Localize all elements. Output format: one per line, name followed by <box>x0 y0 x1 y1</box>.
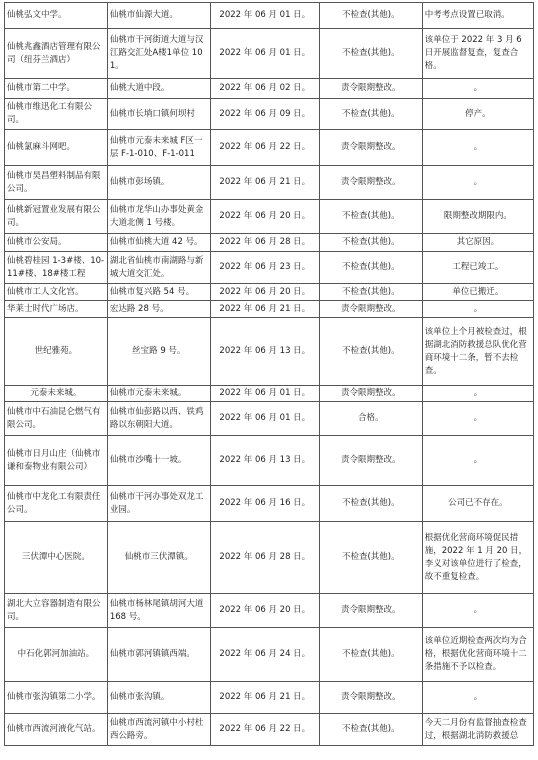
unit-cell: 仙桃市张沟镇第二小学。 <box>5 682 108 714</box>
inspection-table <box>4 2 534 746</box>
note-cell: 。 <box>422 386 533 402</box>
result-cell: 责令限期整改。 <box>319 130 422 166</box>
address-cell: 仙桃市三伏潭镇。 <box>107 522 210 594</box>
result-cell: 不检查(其他)。 <box>319 99 422 130</box>
table-row <box>5 200 534 234</box>
result-cell: 责令限期整改。 <box>319 594 422 628</box>
unit-cell: 仙桃市公安局。 <box>5 234 108 252</box>
result-cell: 不检查(其他)。 <box>319 29 422 79</box>
result-cell: 责令限期整改。 <box>319 386 422 402</box>
unit-cell: 三伏潭中心医院。 <box>5 522 108 594</box>
result-cell: 不检查(其他)。 <box>319 252 422 284</box>
address-cell: 仙桃市干河办事处双龙工业园。 <box>107 486 210 522</box>
note-cell: 停产。 <box>422 99 533 130</box>
unit-cell: 元泰未来城。 <box>5 386 108 402</box>
date-cell: 2022 年 06 月 20 日。 <box>210 200 319 234</box>
result-cell: 责令限期整改。 <box>319 166 422 200</box>
unit-cell: 湖北大立容器制造有限公司。 <box>5 594 108 628</box>
unit-cell: 仙桃市中龙化工有限责任公司。 <box>5 486 108 522</box>
note-cell: 中考考点设置已取消。 <box>422 3 533 29</box>
unit-cell: 仙桃氯麻斗网吧。 <box>5 130 108 166</box>
address-cell: 仙桃市长埫口镇何坝村 <box>107 99 210 130</box>
table-row <box>5 436 534 486</box>
date-cell: 2022 年 06 月 20 日。 <box>210 594 319 628</box>
result-cell: 不检查(其他)。 <box>319 200 422 234</box>
note-cell: 该单位近期检查两次均为合格，根据优化营商环境十二条措施不予以检查。 <box>422 628 533 682</box>
result-cell: 合格。 <box>319 402 422 436</box>
address-cell: 仙桃市张沟镇。 <box>107 682 210 714</box>
note-cell: 。 <box>422 130 533 166</box>
result-cell: 不检查(其他)。 <box>319 628 422 682</box>
unit-cell: 仙桃弘文中学。 <box>5 3 108 29</box>
table-row <box>5 714 534 746</box>
note-cell: 。 <box>422 301 533 318</box>
date-cell: 2022 年 06 月 13 日。 <box>210 318 319 386</box>
note-cell: 该单位于 2022 年 3 月 6 日开展监督复查，复查合格。 <box>422 29 533 79</box>
unit-cell: 世纪雅苑。 <box>5 318 108 386</box>
note-cell: 其它原因。 <box>422 234 533 252</box>
address-cell: 仙桃市沙嘴十一坡。 <box>107 436 210 486</box>
date-cell: 2022 年 06 月 01 日。 <box>210 3 319 29</box>
unit-cell: 仙桃兆鑫酒店管理有限公司（纽芬兰酒店） <box>5 29 108 79</box>
date-cell: 2022 年 06 月 22 日。 <box>210 714 319 746</box>
result-cell: 责令限期整改。 <box>319 301 422 318</box>
result-cell: 责令限期整改。 <box>319 682 422 714</box>
date-cell: 2022 年 06 月 01 日。 <box>210 29 319 79</box>
note-cell: 根据优化营商环境促民措施，2022 年 1 月 20 日，李义对该单位进行了检查，故不重复检查。 <box>422 522 533 594</box>
table-row <box>5 628 534 682</box>
note-cell: 工程已竣工。 <box>422 252 533 284</box>
result-cell: 不检查(其他)。 <box>319 714 422 746</box>
unit-cell: 仙桃市工人文化宫。 <box>5 284 108 301</box>
date-cell: 2022 年 06 月 22 日。 <box>210 130 319 166</box>
table-row <box>5 386 534 402</box>
address-cell: 湖北省仙桃市南湖路与新城大道交汇处。 <box>107 252 210 284</box>
table-row <box>5 318 534 386</box>
unit-cell: 仙桃市第二中学。 <box>5 79 108 99</box>
result-cell: 不检查(其他)。 <box>319 234 422 252</box>
address-cell: 丝宝路 9 号。 <box>107 318 210 386</box>
date-cell: 2022 年 06 月 20 日。 <box>210 284 319 301</box>
note-cell: 。 <box>422 436 533 486</box>
table-row <box>5 252 534 284</box>
date-cell: 2022 年 06 月 16 日。 <box>210 486 319 522</box>
table-row <box>5 402 534 436</box>
table-row <box>5 29 534 79</box>
table-row <box>5 3 534 29</box>
unit-cell: 仙桃新冠置业发展有限公司。 <box>5 200 108 234</box>
date-cell: 2022 年 06 月 24 日。 <box>210 628 319 682</box>
note-cell: 限期整改期限内。 <box>422 200 533 234</box>
date-cell: 2022 年 06 月 21 日。 <box>210 301 319 318</box>
unit-cell: 仙桃市日月山庄（仙桃市谦和泰物业有限公司） <box>5 436 108 486</box>
address-cell: 仙桃大道中段。 <box>107 79 210 99</box>
result-cell: 不检查(其他)。 <box>319 318 422 386</box>
address-cell: 仙桃市仙桃大道 42 号。 <box>107 234 210 252</box>
unit-cell: 仙桃市西流河液化气站。 <box>5 714 108 746</box>
result-cell: 不检查(其他)。 <box>319 486 422 522</box>
date-cell: 2022 年 06 月 09 日。 <box>210 99 319 130</box>
result-cell: 责令限期整改。 <box>319 436 422 486</box>
note-cell: 。 <box>422 166 533 200</box>
address-cell: 仙桃市仙源大道。 <box>107 3 210 29</box>
unit-cell: 仙桃市维迅化工有限公司。 <box>5 99 108 130</box>
note-cell: 。 <box>422 402 533 436</box>
address-cell: 仙桃市彭场镇。 <box>107 166 210 200</box>
table-row <box>5 486 534 522</box>
address-cell: 宏达路 28 号。 <box>107 301 210 318</box>
address-cell: 仙桃市仙彭路以西、铁鸡路以东朝阳大道。 <box>107 402 210 436</box>
note-cell: 该单位上个月被检查过，根据湖北消防救援总队优化营商环境十二条，暂不去检查。 <box>422 318 533 386</box>
address-cell: 仙桃市复兴路 54 号。 <box>107 284 210 301</box>
unit-cell: 仙桃市昊昌塑料制品有限公司。 <box>5 166 108 200</box>
table-row <box>5 99 534 130</box>
address-cell: 仙桃市干河街道大道与汉江路交汇处A楼1单位 101。 <box>107 29 210 79</box>
result-cell: 不检查(其他)。 <box>319 3 422 29</box>
note-cell: 今天二月份有监督抽查检查过，根据湖北消防救援总 <box>422 714 533 746</box>
note-cell: 公司已不存在。 <box>422 486 533 522</box>
unit-cell: 华莱士时代广场店。 <box>5 301 108 318</box>
note-cell: 单位已搬迁。 <box>422 284 533 301</box>
unit-cell: 仙桃市中石油昆仑燃气有限公司。 <box>5 402 108 436</box>
address-cell: 仙桃市郭河镇镇西端。 <box>107 628 210 682</box>
date-cell: 2022 年 06 月 23 日。 <box>210 252 319 284</box>
table-row <box>5 522 534 594</box>
address-cell: 仙桃市西流河镇中小村杜西公路旁。 <box>107 714 210 746</box>
address-cell: 仙桃市元泰未来城 F区一层 F-1-010、F-1-011 <box>107 130 210 166</box>
unit-cell: 中石化郭河加油站。 <box>5 628 108 682</box>
table-row <box>5 682 534 714</box>
table-row <box>5 130 534 166</box>
address-cell: 仙桃市龙华山办事处黄金大道北侧 1 号楼。 <box>107 200 210 234</box>
note-cell: 。 <box>422 594 533 628</box>
table-row <box>5 284 534 301</box>
table-row <box>5 234 534 252</box>
date-cell: 2022 年 06 月 01 日。 <box>210 386 319 402</box>
table-row <box>5 166 534 200</box>
date-cell: 2022 年 06 月 13 日。 <box>210 436 319 486</box>
result-cell: 不检查(其他)。 <box>319 522 422 594</box>
note-cell: 。 <box>422 79 533 99</box>
date-cell: 2022 年 06 月 21 日。 <box>210 682 319 714</box>
date-cell: 2022 年 06 月 01 日。 <box>210 402 319 436</box>
unit-cell: 仙桃碧桂园 1-3#楼、10-11#楼、18#楼工程 <box>5 252 108 284</box>
address-cell: 仙桃市杨林尾镇胡河大道 168 号。 <box>107 594 210 628</box>
note-cell: 。 <box>422 682 533 714</box>
result-cell: 不检查(其他)。 <box>319 284 422 301</box>
table-row <box>5 79 534 99</box>
table-row <box>5 594 534 628</box>
address-cell: 仙桃市元泰未来城。 <box>107 386 210 402</box>
date-cell: 2022 年 06 月 21 日。 <box>210 166 319 200</box>
result-cell: 责令限期整改。 <box>319 79 422 99</box>
table-row <box>5 301 534 318</box>
date-cell: 2022 年 06 月 28 日。 <box>210 522 319 594</box>
date-cell: 2022 年 06 月 02 日。 <box>210 79 319 99</box>
date-cell: 2022 年 06 月 28 日。 <box>210 234 319 252</box>
